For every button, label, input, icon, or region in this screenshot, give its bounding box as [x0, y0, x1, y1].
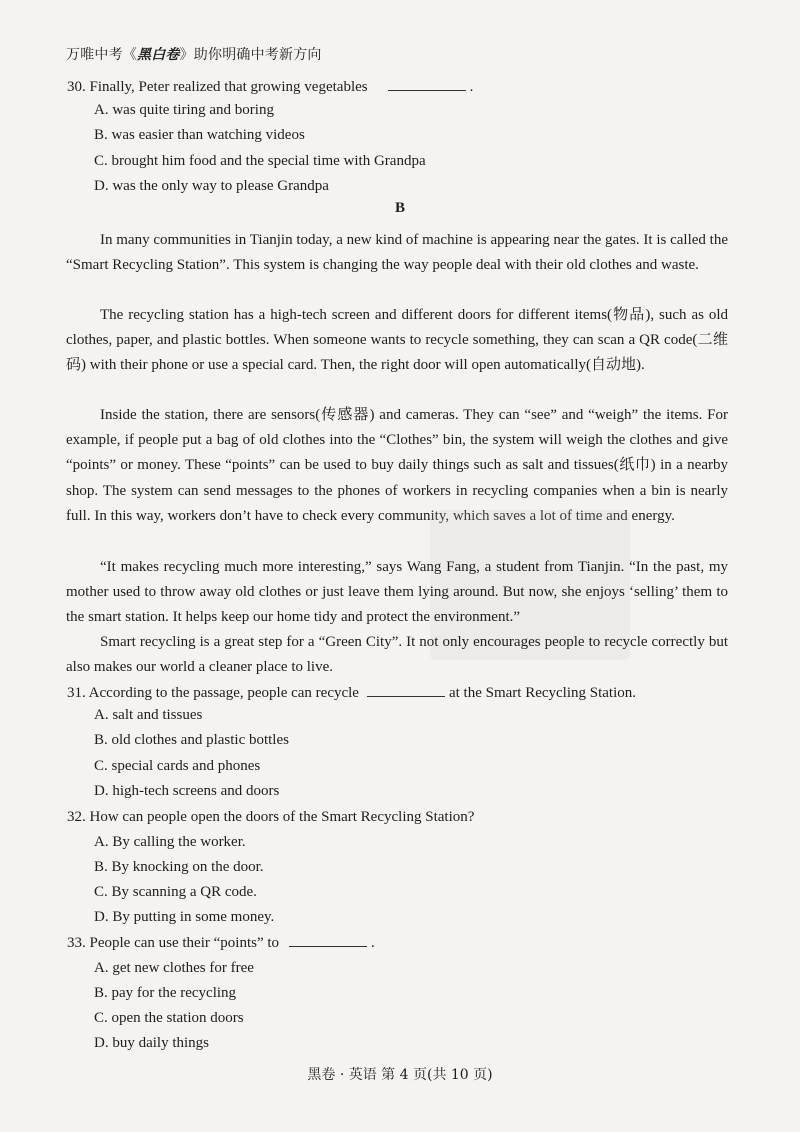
q32-option-b: B. By knocking on the door.	[94, 859, 264, 875]
section-heading: B	[394, 200, 405, 216]
header-suffix: 》助你明确中考新方向	[179, 47, 322, 63]
q33-option-c: C. open the station doors	[94, 1010, 244, 1026]
passage-paragraph-4: “It makes recycling much more interesting,” says Wang Fang, a student from Tianjin. “In the past, my mother used to throw away old clothes or just leave them lying around. But now, she enjoys ‘selling’ them to the smart station. It helps keep our home tidy and protect the environment.”	[66, 559, 728, 626]
q33-stem: 33. People can use their “points” to .	[67, 932, 375, 953]
q30-option-d: D. was the only way to please Grandpa	[94, 178, 329, 194]
q30-option-b: B. was easier than watching videos	[94, 127, 305, 143]
q30-option-a: A. was quite tiring and boring	[94, 102, 274, 118]
passage-paragraph-2: The recycling station has a high-tech screen and different doors for different items(物品), such as old clothes, paper, and plastic bottles. When someone wants to recycle something, they can scan a QR code(二维码) with their phone or use a special card. Then, the right door will open automatically(自动地).	[66, 307, 728, 374]
answer-blank	[289, 932, 367, 947]
page-footer: 黑卷 · 英语 第 4 页(共 10 页)	[307, 1067, 493, 1083]
q31-option-c: C. special cards and phones	[94, 758, 261, 774]
passage-paragraph-5: Smart recycling is a great step for a “Green City”. It not only encourages people to recycle correctly but also makes our world a cleaner place to live.	[66, 634, 728, 676]
q31-stem: 31. According to the passage, people can recycle at the Smart Recycling Station.	[67, 682, 636, 703]
q32-option-a: A. By calling the worker.	[94, 834, 246, 850]
q31-option-d: D. high-tech screens and doors	[94, 783, 280, 799]
q32-option-c: C. By scanning a QR code.	[94, 884, 257, 900]
q33-option-b: B. pay for the recycling	[94, 985, 237, 1001]
q31-option-a: A. salt and tissues	[94, 707, 203, 723]
q33-option-a: A. get new clothes for free	[94, 960, 254, 976]
q33-option-d: D. buy daily things	[94, 1035, 209, 1051]
passage-paragraph-3: Inside the station, there are sensors(传感器) and cameras. They can “see” and “weigh” the items. For example, if people put a bag of old clothes into the “Clothes” bin, the system will weigh the clothes and give “points” or money. These “points” can be used to buy daily things such as salt and tissues(纸巾) in a nearby shop. The system can send messages to the phones of workers in recycling companies when a bin is nearly full. In this way, workers don’t have to check every community, which saves a lot of time and energy.	[66, 407, 728, 524]
q30-option-c: C. brought him food and the special time with Grandpa	[94, 153, 426, 169]
answer-blank	[367, 682, 445, 697]
q32-stem: 32. How can people open the doors of the Smart Recycling Station?	[67, 809, 475, 825]
header-prefix: 万唯中考《	[66, 47, 137, 63]
q31-option-b: B. old clothes and plastic bottles	[94, 732, 289, 748]
answer-blank	[388, 76, 466, 91]
passage-paragraph-1: In many communities in Tianjin today, a new kind of machine is appearing near the gates. It is called the “Smart Recycling Station”. This system is changing the way people deal with their old clothes and waste.	[66, 232, 728, 274]
page-header	[66, 44, 322, 64]
q30-stem: 30. Finally, Peter realized that growing vegetables .	[67, 76, 473, 97]
q32-option-d: D. By putting in some money.	[94, 909, 275, 925]
header-brand: 黑白卷	[137, 47, 180, 63]
